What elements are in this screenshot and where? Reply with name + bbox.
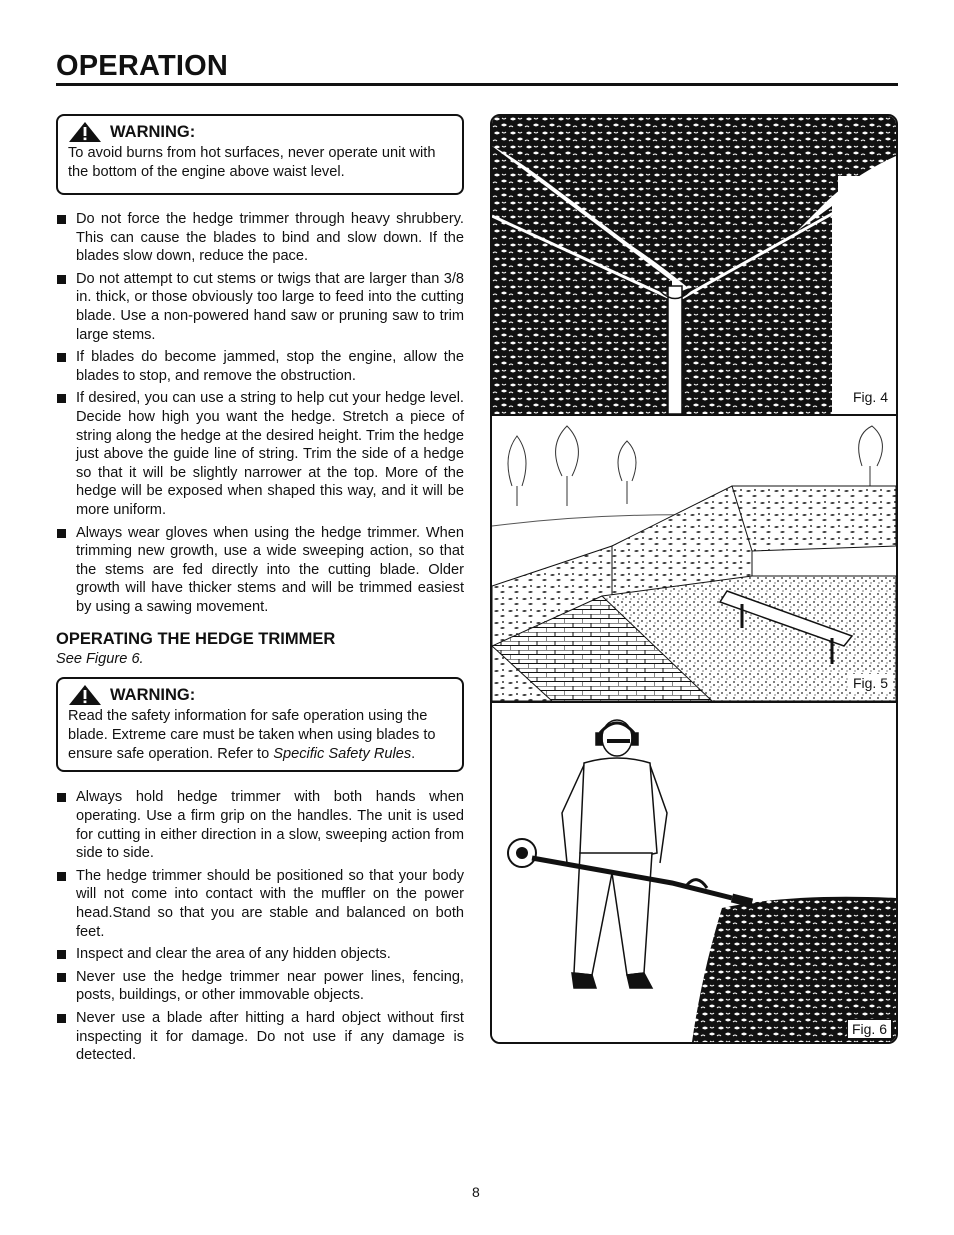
list-item: Always hold hedge trimmer with both hands when operating. Use a firm grip on the handles. The unit is used for cutting in either direction in a slow, sweeping action from side to side. [56, 788, 464, 862]
bullet-square-icon [57, 215, 66, 224]
bullet-square-icon [57, 394, 66, 403]
page-title: OPERATION [56, 50, 229, 82]
warning-box-burns [56, 114, 464, 195]
figure-6-panel [492, 703, 896, 1042]
hedge-with-string-illustration [492, 116, 896, 414]
bullet-square-icon [57, 872, 66, 881]
warning-box-blades [56, 677, 464, 772]
see-figure-note: See Figure 6. [56, 651, 144, 668]
safety-rules-reference: Specific Safety Rules [273, 746, 412, 763]
list-item: Do not attempt to cut stems or twigs that are larger than 3/8 in. thick, or those obviously too large to feed into the cutting blade. Use a non-powered hand saw or pruning saw to trim large stems. [56, 270, 464, 344]
warning-heading: WARNING: [110, 122, 196, 141]
warning-text: Read the safety information for safe operation using the blade. Extreme care must be taken when using blades to ensure safe operation. Refer to Specific Safety Rules. [68, 708, 436, 763]
figure-5-panel [492, 416, 896, 701]
bullet-square-icon [57, 973, 66, 982]
hedge-garden-illustration [492, 416, 896, 701]
bullet-square-icon [57, 793, 66, 802]
list-item: Never use the hedge trimmer near power lines, fencing, posts, buildings, or other immovable objects. [56, 968, 464, 1005]
bullet-square-icon [57, 353, 66, 362]
figure-frame [490, 114, 898, 1044]
warning-triangle-icon [68, 121, 102, 143]
list-item: The hedge trimmer should be positioned so that your body will not come into contact with the muffler on the power head.Stand so that you are stable and balanced on both feet. [56, 867, 464, 941]
warning-heading-row [68, 121, 453, 143]
figure-4-panel [492, 116, 896, 414]
list-item: Always wear gloves when using the hedge trimmer. When trimming new growth, use a wide sweeping action, so that the stems are fed directly into the cutting blade. Older growth will have thicker stems and will be trimmed easiest by using a sawing movement. [56, 524, 464, 617]
section-operating [56, 630, 464, 667]
figure-4-label: Fig. 4 [849, 388, 892, 406]
bullet-square-icon [57, 950, 66, 959]
warning-triangle-icon [68, 684, 102, 706]
warning-heading-row [68, 684, 453, 706]
warning-text: To avoid burns from hot surfaces, never operate unit with the bottom of the engine above waist level. [68, 145, 436, 180]
left-column [56, 114, 464, 1069]
section-heading: OPERATING THE HEDGE TRIMMER [56, 630, 336, 649]
operator-trimming-hedge-illustration [492, 703, 896, 1042]
list-item: If blades do become jammed, stop the engine, allow the blades to stop, and remove the obstruction. [56, 348, 464, 385]
bullet-square-icon [57, 1014, 66, 1023]
bullet-square-icon [57, 529, 66, 538]
list-item: If desired, you can use a string to help cut your hedge level. Decide how high you want the hedge. Stretch a piece of string along the hedge at the desired height. Trim the hedge just above the guide line of string. Trim the side of a hedge so that it will be slightly narrower at the top. More of the hedge will be exposed when shaped this way, and it will be more uniform. [56, 389, 464, 519]
figure-6-label: Fig. 6 [847, 1019, 892, 1039]
title-rule [56, 83, 898, 86]
list-item: Never use a blade after hitting a hard object without first inspecting it for damage. Do not use if any damage is detected. [56, 1009, 464, 1065]
list-item: Inspect and clear the area of any hidden objects. [56, 945, 464, 964]
bullet-list-hedge-tips [56, 210, 464, 616]
warning-heading: WARNING: [110, 685, 196, 704]
bullet-list-operating [56, 788, 464, 1064]
list-item: Do not force the hedge trimmer through heavy shrubbery. This can cause the blades to bind and slow down. If the blades slow down, reduce the pace. [56, 210, 464, 266]
page-number: 8 [472, 1184, 480, 1200]
bullet-square-icon [57, 275, 66, 284]
figure-5-label: Fig. 5 [849, 674, 892, 692]
